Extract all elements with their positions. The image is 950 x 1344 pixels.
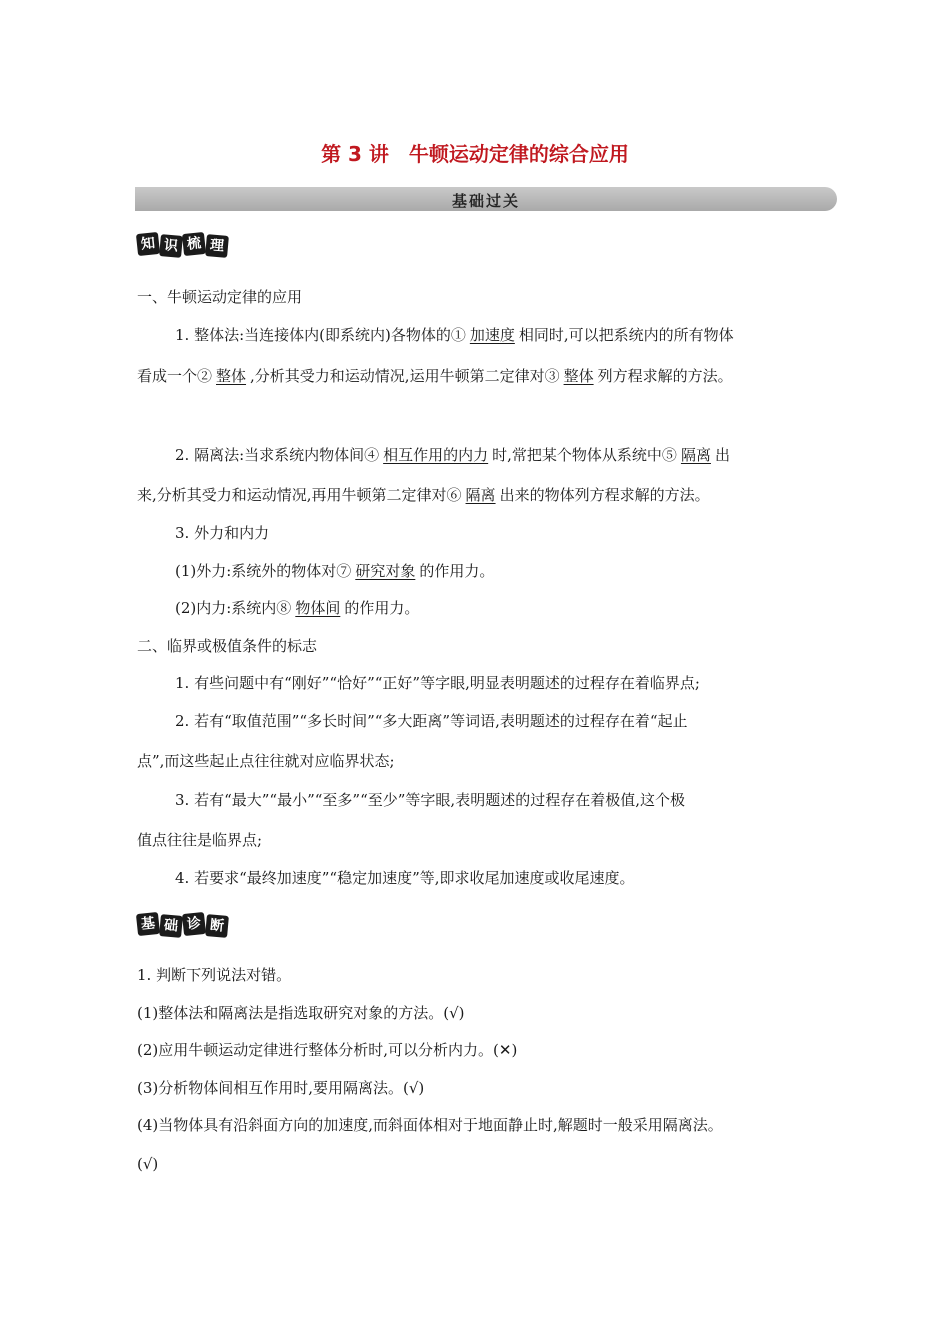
para2-line2: 来,分析其受力和运动情况,再用牛顿第二定律对⑥ 隔离 出来的物体列方程求解的方法。 (137, 486, 710, 504)
blank-4: 相互作用的内力 (383, 446, 489, 464)
para4: (1)外力:系统外的物体对⑦ 研究对象 的作用力。 (175, 562, 495, 580)
tag-char: 识 (159, 234, 183, 258)
question-1: (1)整体法和隔离法是指选取研究对象的方法。(√) (137, 1004, 465, 1022)
tag-char: 知 (136, 232, 160, 256)
s2-line2a: 2. 若有“取值范围”“多长时间”“多大距离”等词语,表明题述的过程存在着“起止 (175, 712, 688, 730)
section-banner (135, 187, 837, 211)
blank-3: 整体 (563, 367, 594, 385)
tag-char: 断 (205, 914, 229, 938)
para2-line1: 2. 隔离法:当求系统内物体间④ 相互作用的内力 时,常把某个物体从系统中⑤ 隔离 出 (175, 446, 730, 464)
section2-heading: 二、临界或极值条件的标志 (137, 637, 318, 655)
s2-line4: 4. 若要求“最终加速度”“稳定加速度”等,即求收尾加速度或收尾速度。 (175, 869, 635, 887)
tag-char: 诊 (182, 912, 206, 936)
para1-line1: 1. 整体法:当连接体内(即系统内)各物体的① 加速度 相同时,可以把系统内的所有物体 (175, 326, 734, 344)
blank-2: 整体 (216, 367, 247, 385)
tag-char: 础 (159, 914, 183, 938)
blank-6: 隔离 (465, 486, 496, 504)
blank-8: 物体间 (295, 599, 341, 617)
knowledge-tag (137, 233, 229, 257)
blank-7: 研究对象 (355, 562, 416, 580)
para5: (2)内力:系统内⑧ 物体间 的作用力。 (175, 599, 420, 617)
s2-line1: 1. 有些问题中有“刚好”“恰好”“正好”等字眼,明显表明题述的过程存在着临界点; (175, 674, 700, 692)
question-intro: 1. 判断下列说法对错。 (137, 966, 292, 984)
section1-heading: 一、牛顿运动定律的应用 (137, 288, 303, 306)
tag-char: 梳 (182, 232, 206, 256)
blank-1: 加速度 (469, 326, 515, 344)
diagnosis-tag (137, 913, 229, 937)
section-banner-label: 基础过关 (451, 192, 520, 210)
question-4-answer: (√) (137, 1155, 159, 1173)
para1-line2: 看成一个② 整体 ,分析其受力和运动情况,运用牛顿第二定律对③ 整体 列方程求解的方法。 (137, 367, 733, 385)
tag-char: 理 (205, 234, 229, 258)
s2-line3b: 值点往往是临界点; (137, 831, 263, 849)
tag-char: 基 (136, 912, 160, 936)
page-title: 第 3 讲 牛顿运动定律的综合应用 (321, 142, 629, 166)
s2-line2b: 点”,而这些起止点往往就对应临界状态; (137, 752, 395, 770)
s2-line3a: 3. 若有“最大”“最小”“至多”“至少”等字眼,表明题述的过程存在着极值,这个极 (175, 791, 685, 809)
para3: 3. 外力和内力 (175, 524, 270, 542)
question-3: (3)分析物体间相互作用时,要用隔离法。(√) (137, 1079, 425, 1097)
question-2: (2)应用牛顿运动定律进行整体分析时,可以分析内力。(✕) (137, 1041, 518, 1059)
blank-5: 隔离 (680, 446, 711, 464)
question-4: (4)当物体具有沿斜面方向的加速度,而斜面体相对于地面静止时,解题时一般采用隔离法。 (137, 1116, 723, 1134)
